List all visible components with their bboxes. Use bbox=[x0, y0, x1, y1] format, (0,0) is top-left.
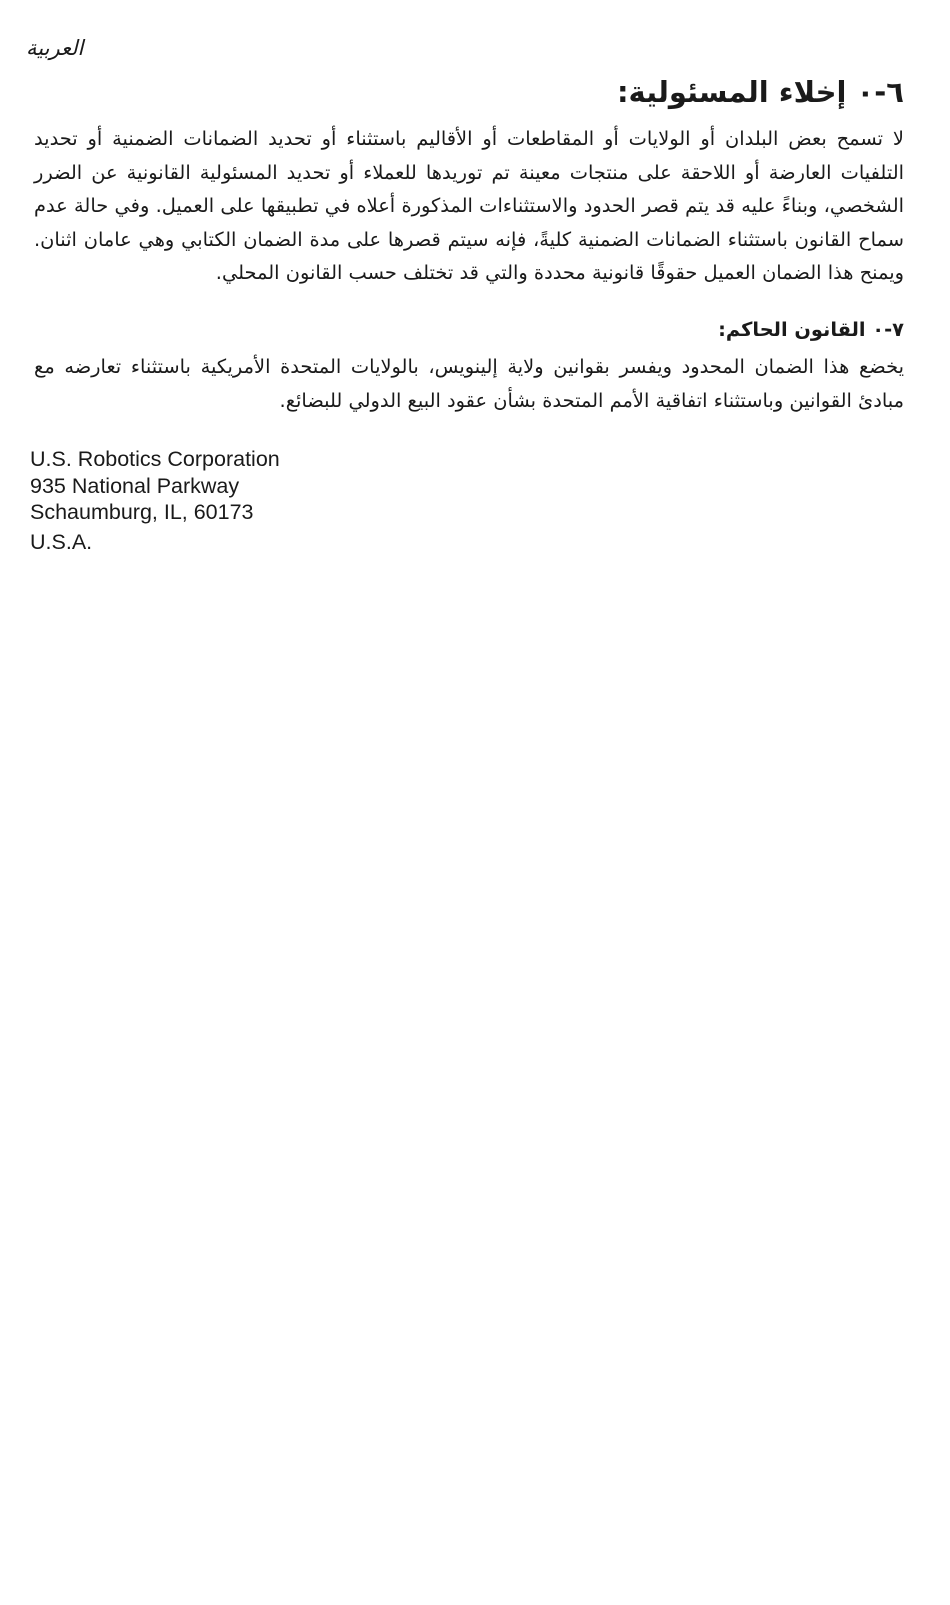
governing-law-heading: ٧-٠ القانون الحاكم: bbox=[718, 318, 904, 341]
disclaimer-paragraph: لا تسمح بعض البلدان أو الولايات أو المقاطعات أو الأقاليم باستثناء أو تحديد الضمانات الضمنية أو تحديد التلفيات العارضة أو اللاحقة على منتجات معينة تم توريدها للعملاء أو تحديد المسئولية القانونية عن الضرر الشخصي، وبناءً عليه قد يتم قصر الحدود والاستثناءات المذكورة أعلاه في تطبيقها على العميل. وفي حالة عدم سماح القانون باستثناء الضمانات الضمنية كليةً، فإنه سيتم قصرها على مدة الضمان الكتابي وهي عامان اثنان. ويمنح هذا الضمان العميل حقوقًا قانونية محددة والتي قد تختلف حسب القانون المحلي. bbox=[34, 127, 904, 284]
address-company: U.S. Robotics Corporation bbox=[30, 447, 280, 471]
address-city: Schaumburg, IL, 60173 bbox=[30, 500, 254, 524]
language-label: العربية bbox=[26, 36, 84, 60]
disclaimer-heading: ٦-٠ إخلاء المسئولية: bbox=[616, 75, 904, 109]
governing-law-paragraph: يخضع هذا الضمان المحدود ويفسر بقوانين ولاية إلينويس، بالولايات المتحدة الأمريكية باستثناء تعارضه مع مبادئ القوانين وباستثناء اتفاقية الأمم المتحدة بشأن عقود البيع الدولي للبضائع. bbox=[34, 355, 904, 412]
address-street: 935 National Parkway bbox=[30, 473, 240, 498]
address-country: U.S.A. bbox=[30, 529, 93, 554]
company-address bbox=[30, 446, 280, 555]
